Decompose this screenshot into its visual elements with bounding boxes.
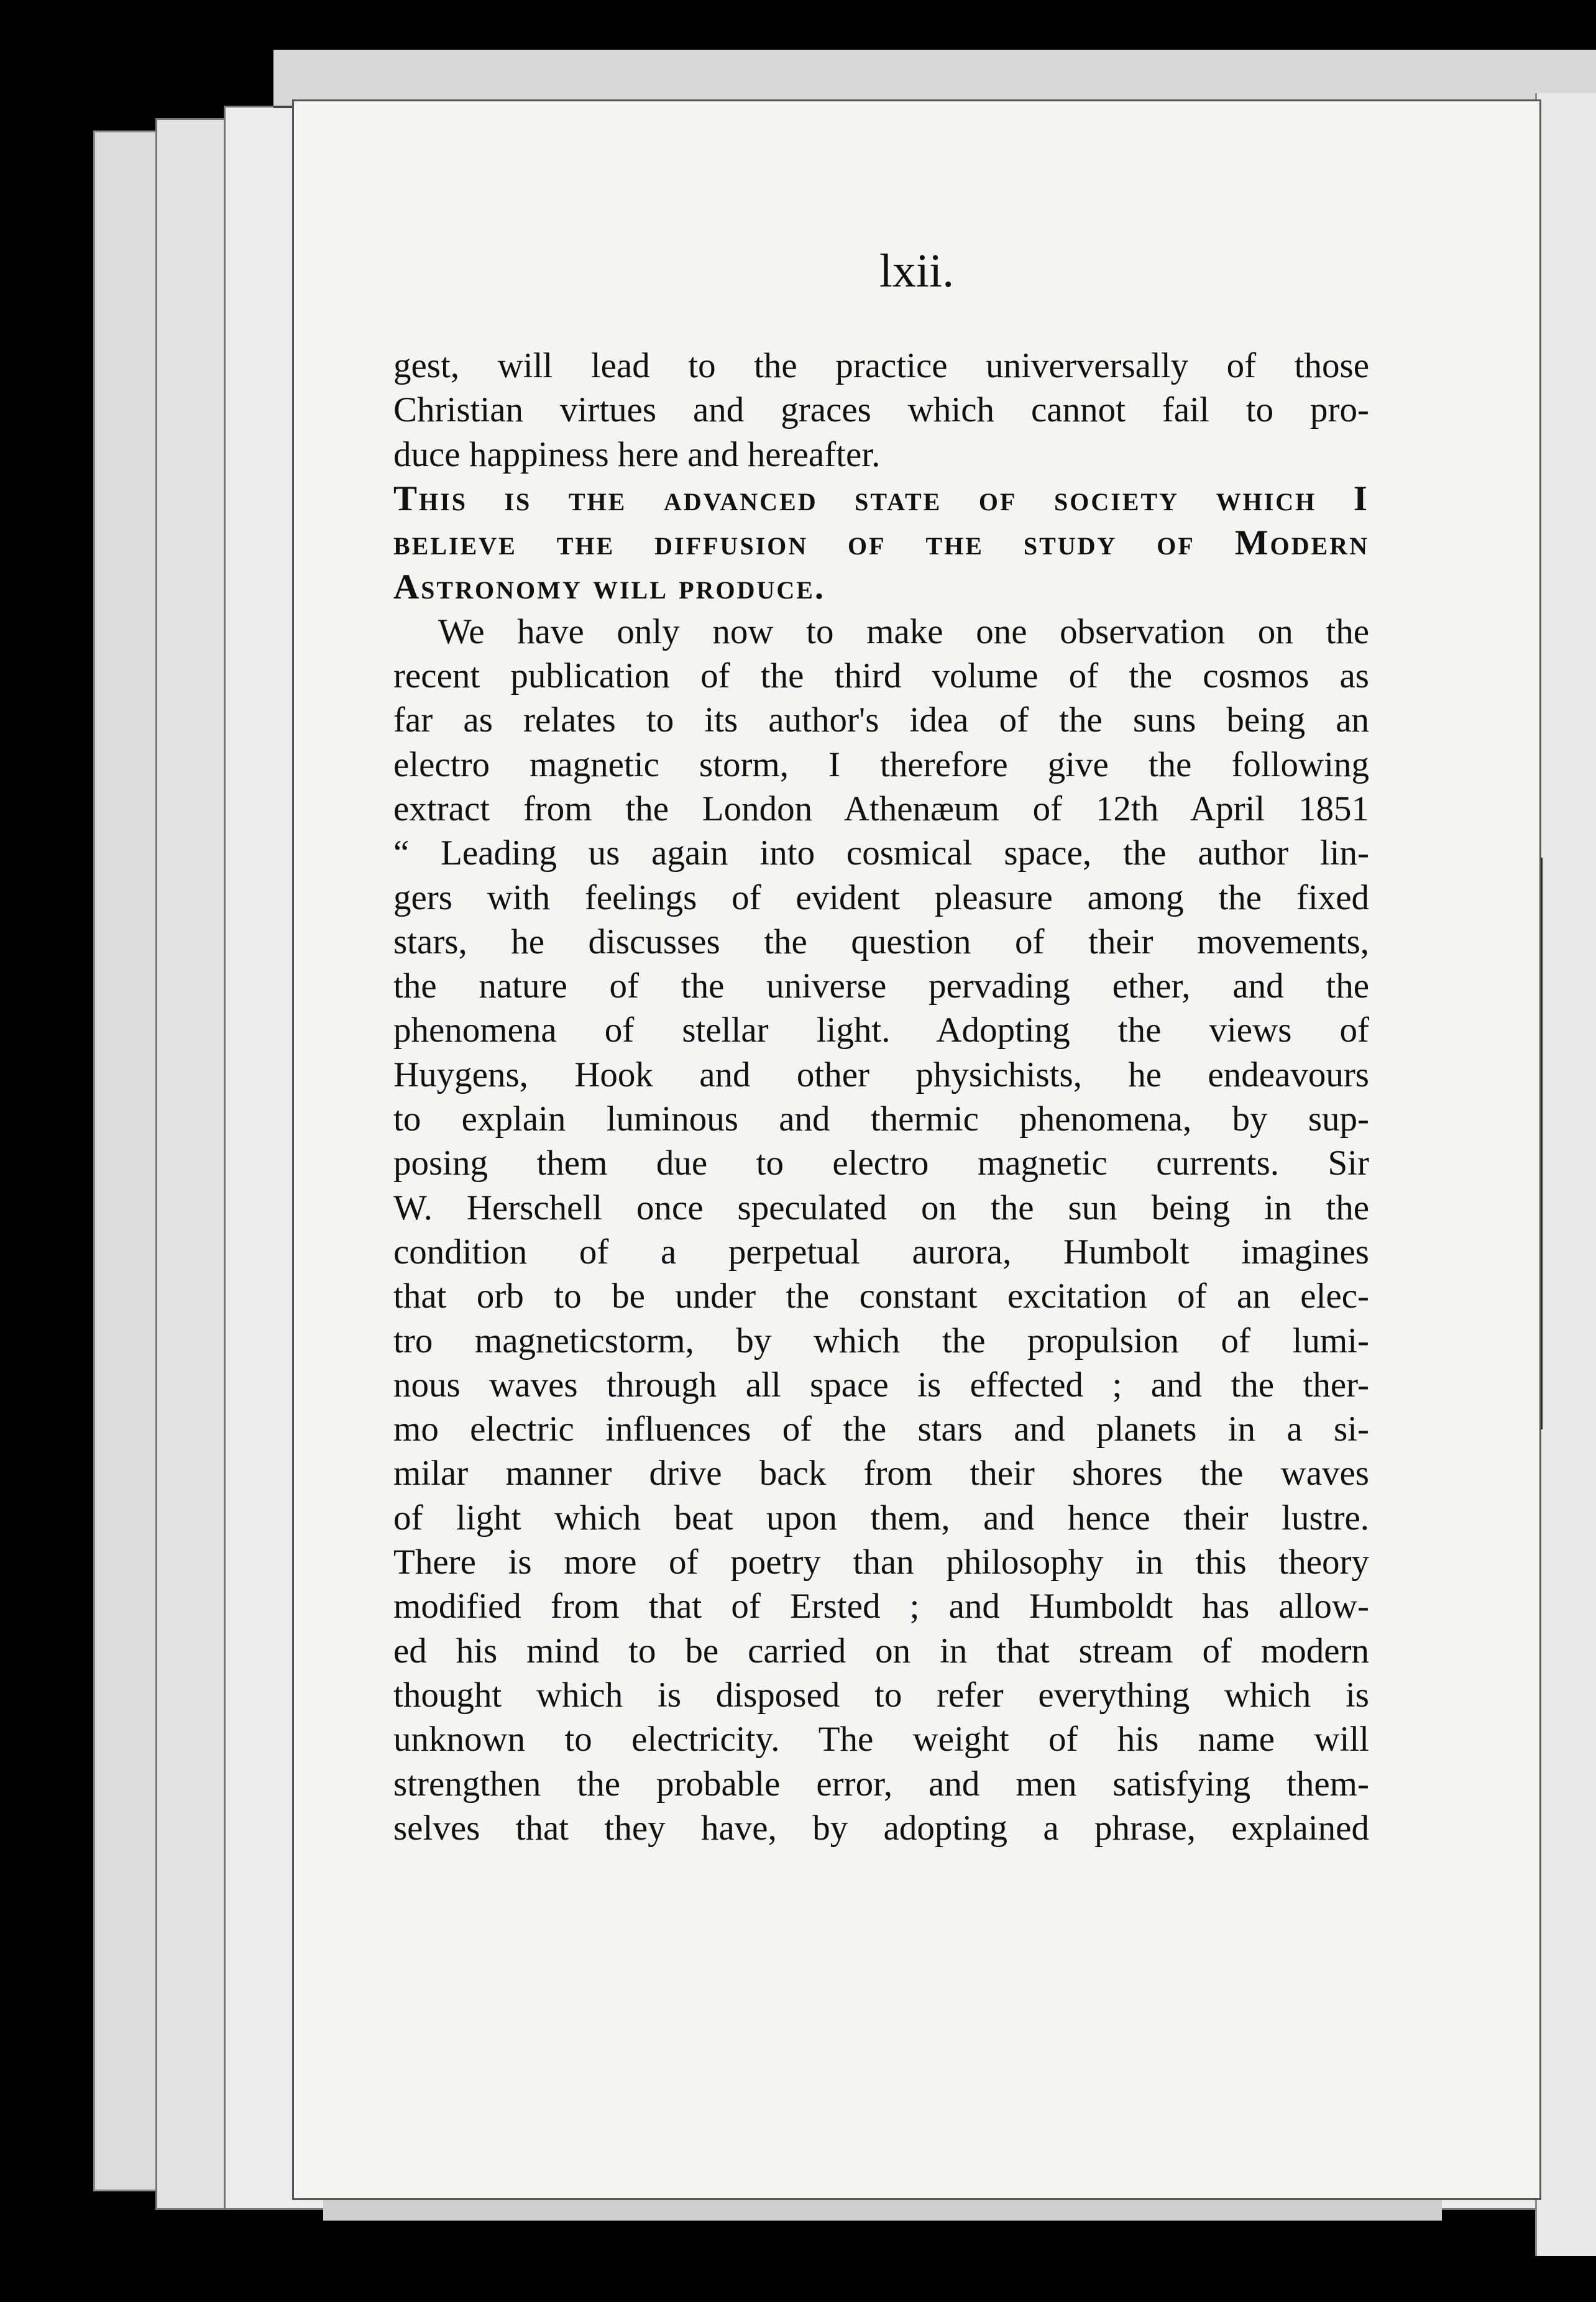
text-line: posing them due to electro magnetic currents. Sir	[393, 1144, 1369, 1183]
text-line: nous waves through all space is effected ; and the ther-	[393, 1365, 1369, 1405]
text-line: Huygens, Hook and other physichists, he endeavours	[393, 1055, 1369, 1094]
text-line: tro magneticstorm, by which the propulsion of lumi-	[393, 1321, 1369, 1360]
text-line: to explain luminous and thermic phenomena, by sup-	[393, 1099, 1369, 1139]
text-line: phenomena of stellar light. Adopting the views of	[393, 1011, 1369, 1050]
text-line: milar manner drive back from their shores the waves	[393, 1454, 1369, 1493]
text-line: There is more of poetry than philosophy in this theory	[393, 1543, 1369, 1582]
facing-page-edge	[1535, 93, 1596, 2256]
text-line: duce happiness here and hereafter.	[393, 434, 881, 474]
text-line: unknown to electricity. The weight of his name will	[393, 1720, 1369, 1759]
text-line: mo electric influences of the stars and planets in a si-	[393, 1410, 1369, 1449]
text-line: far as relates to its author's idea of the suns being an	[393, 700, 1369, 740]
text-line: gers with feelings of evident pleasure among the fixed	[393, 878, 1369, 917]
text-line: stars, he discusses the question of their movements,	[393, 922, 1369, 961]
text-line: modified from that of Ersted ; and Humboldt has allow-	[393, 1587, 1369, 1626]
text-line: believe the diffusion of the study of Modern	[393, 523, 1369, 563]
text-line: Astronomy will produce.	[393, 567, 826, 607]
text-line: ed his mind to be carried on in that stream of modern	[393, 1631, 1369, 1671]
text-line: electro magnetic storm, I therefore give the following	[393, 745, 1369, 784]
text-line: Christian virtues and graces which cannot fail to pro-	[393, 390, 1369, 430]
text-line: thought which is disposed to refer everything which is	[393, 1675, 1369, 1715]
text-line: recent publication of the third volume of the cosmos as	[393, 656, 1369, 696]
page-number: lxii.	[879, 245, 955, 297]
text-line: gest, will lead to the practice univerversally of those	[393, 346, 1369, 385]
text-line: selves that they have, by adopting a phrase, explained	[393, 1808, 1369, 1848]
text-line: “ Leading us again into cosmical space, the author lin-	[393, 833, 1369, 873]
text-line: condition of a perpetual aurora, Humbolt imagines	[393, 1232, 1369, 1272]
text-line: W. Herschell once speculated on the sun being in the	[393, 1188, 1369, 1227]
text-line: extract from the London Athenæum of 12th April 1851	[393, 789, 1369, 828]
body-text	[393, 344, 1369, 1850]
text-line: We have only now to make one observation on the	[438, 612, 1369, 651]
text-line: the nature of the universe pervading ether, and the	[393, 966, 1369, 1006]
text-line: This is the advanced state of society which I	[393, 479, 1369, 518]
text-line: that orb to be under the constant excitation of an elec-	[393, 1277, 1369, 1316]
book-page	[292, 99, 1541, 2200]
text-line: of light which beat upon them, and hence their lustre.	[393, 1498, 1369, 1538]
text-line: strengthen the probable error, and men satisfying them-	[393, 1764, 1369, 1804]
